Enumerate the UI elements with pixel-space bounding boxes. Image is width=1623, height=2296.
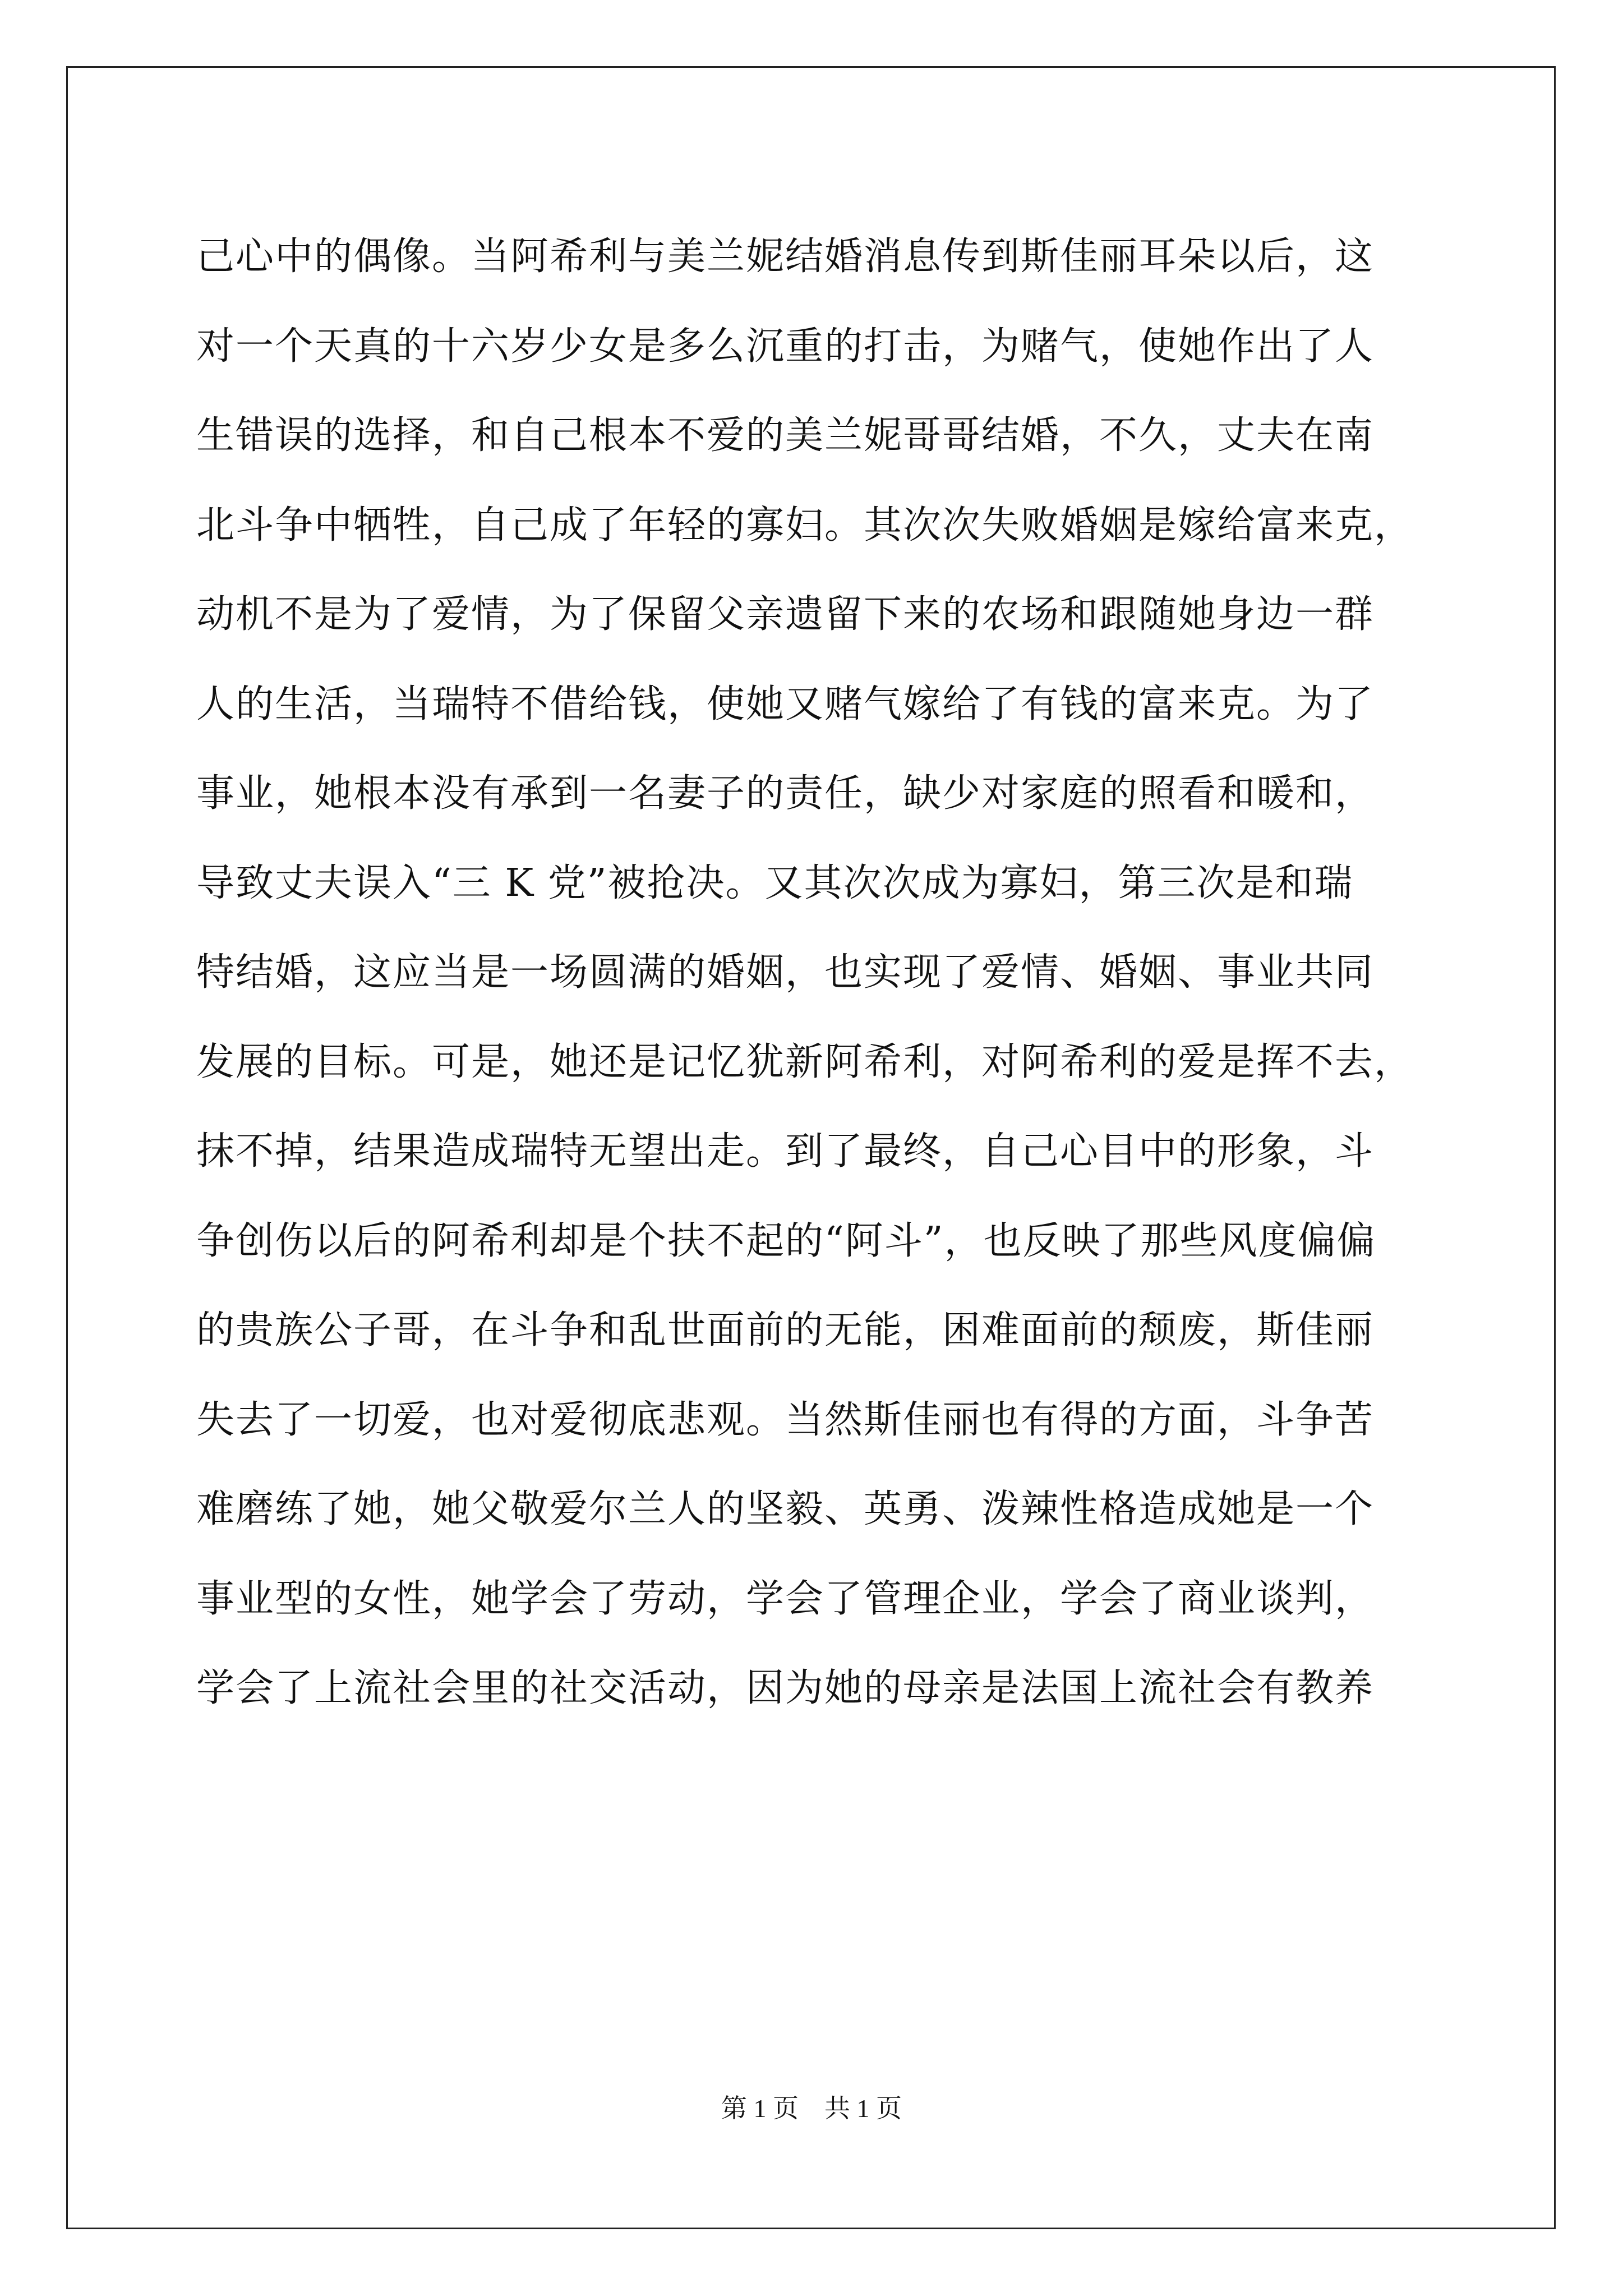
text-line: 事业型的女性，她学会了劳动，学会了管理企业，学会了商业谈判， xyxy=(196,1576,1375,1621)
text-line: 争创伤以后的阿希利却是个扶不起的“阿斗”，也反映了那些风度偏偏 xyxy=(196,1218,1376,1263)
text-line: 北斗争中牺牲，自己成了年轻的寡妇。其次次失败婚姻是嫁给富来克， xyxy=(196,503,1414,547)
text-line: 抹不掉，结果造成瑞特无望出走。到了最终，自己心目中的形象，斗 xyxy=(196,1129,1375,1174)
body-text xyxy=(196,212,1430,1733)
text-line: 对一个天真的十六岁少女是多么沉重的打击，为赌气，使她作出了人 xyxy=(196,324,1375,369)
text-line: 的贵族公子哥，在斗争和乱世面前的无能，困难面前的颓废，斯佳丽 xyxy=(196,1308,1375,1352)
text-line: 人的生活，当瑞特不借给钱，使她又赌气嫁给了有钱的富来克。为了 xyxy=(196,682,1375,726)
text-line: 学会了上流社会里的社交活动，因为她的母亲是法国上流社会有教养 xyxy=(196,1666,1375,1710)
text-line: 难磨练了她，她父敬爱尔兰人的坚毅、英勇、泼辣性格造成她是一个 xyxy=(196,1487,1375,1531)
text-line: 事业，她根本没有承到一名妻子的责任，缺少对家庭的照看和暖和， xyxy=(196,771,1375,816)
text-line: 动机不是为了爱情，为了保留父亲遗留下来的农场和跟随她身边一群 xyxy=(196,592,1375,637)
text-line: 导致丈夫误入“三 K 党”被抢决。又其次次成为寡妇，第三次是和瑞 xyxy=(196,861,1354,905)
text-line: 己心中的偶像。当阿希利与美兰妮结婚消息传到斯佳丽耳朵以后，这 xyxy=(196,234,1375,279)
text-line: 失去了一切爱，也对爱彻底悲观。当然斯佳丽也有得的方面，斗争苦 xyxy=(196,1397,1375,1442)
text-line: 发展的目标。可是，她还是记忆犹新阿希利，对阿希利的爱是挥不去， xyxy=(196,1039,1414,1084)
text-line: 特结婚，这应当是一场圆满的婚姻，也实现了爱情、婚姻、事业共同 xyxy=(196,950,1375,995)
page-number: 第 1 页 共 1 页 xyxy=(721,2094,902,2123)
text-line: 生错误的选择，和自己根本不爱的美兰妮哥哥结婚，不久，丈夫在南 xyxy=(196,413,1375,458)
